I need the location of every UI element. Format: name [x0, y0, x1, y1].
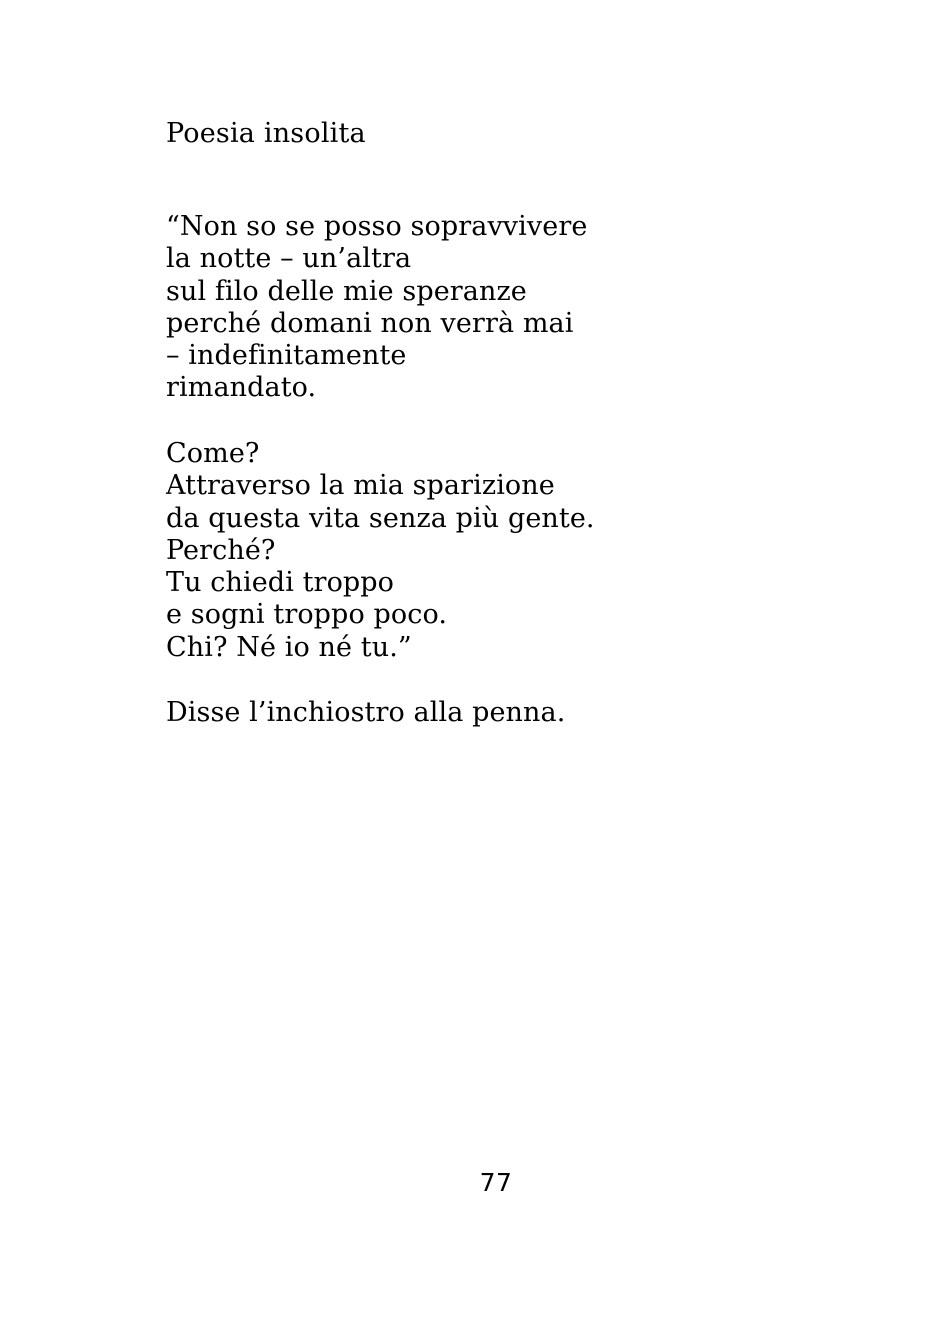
poem-line: Disse l’inchiostro alla penna.	[166, 697, 566, 728]
poem-line: Attraverso la mia sparizione	[166, 470, 555, 502]
poem-line: sul filo delle mie speranze	[166, 275, 527, 307]
poem-title: Poesia insolita	[166, 118, 366, 149]
poem-line: Come?	[166, 438, 260, 469]
poem-line: Chi? Né io né tu.”	[166, 631, 412, 663]
poem-stanza-2	[166, 438, 595, 664]
poem-line: e sogni troppo poco.	[166, 599, 448, 631]
poem-line: perché domani non verrà mai	[166, 307, 574, 339]
poem-stanza-1	[166, 211, 587, 405]
poem-line: da questa vita senza più gente.	[166, 502, 595, 534]
page-number: 77	[479, 1168, 513, 1197]
poem-stanza-3	[166, 697, 565, 729]
poem-line: – indefinitamente	[166, 340, 407, 372]
poem-line: “Non so se posso sopravvivere	[166, 211, 588, 242]
poem-line: rimandato.	[166, 372, 317, 404]
poem-line: Tu chiedi troppo	[166, 567, 395, 599]
poem-line: Perché?	[166, 534, 276, 566]
poem-line: la notte – un’altra	[166, 243, 412, 275]
